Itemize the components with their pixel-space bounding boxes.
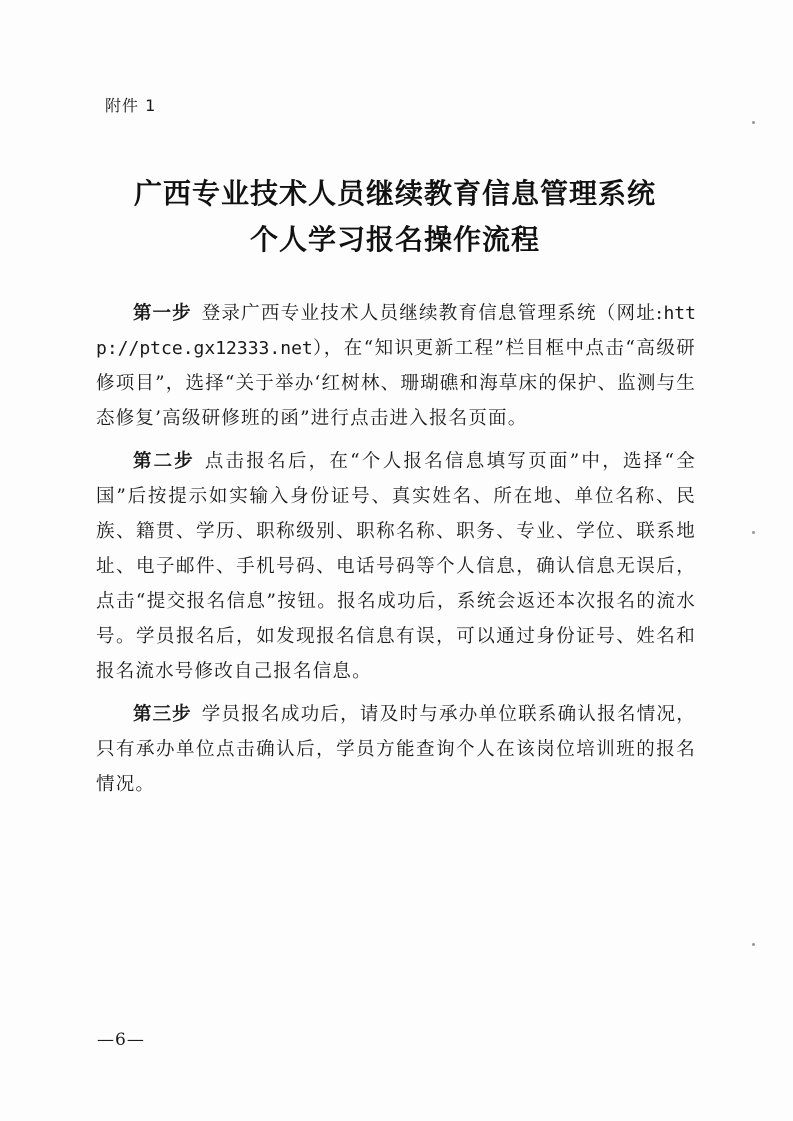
system-url-link[interactable]: http://ptce.gx12333.net <box>96 303 696 359</box>
document-title-line-1: 广西专业技术人员继续教育信息管理系统 <box>133 177 656 210</box>
scan-speck <box>752 943 755 946</box>
step-3-paragraph <box>96 697 696 802</box>
document-title-line-2: 个人学习报名操作流程 <box>249 223 540 256</box>
step-2-text: 点击报名后，在“个人报名信息填写页面”中，选择“全国”后按提示如实输入身份证号、真实姓名、所在地、单位名称、民族、籍贯、学历、职称级别、职称名称、职务、专业、学位、联系地址、电子邮件、手机号码、电话号码等个人信息，确认信息无误后，点击“提交报名信息”按钮。报名成功后，系统会返还本次报名的流水号。学员报名后，如发现报名信息有误，可以通过身份证号、姓名和报名流水号修改自己报名信息。 <box>96 451 696 682</box>
page-number: —6— <box>97 1030 145 1050</box>
document-body <box>96 296 696 810</box>
scan-speck <box>752 531 755 534</box>
scan-speck <box>752 121 755 124</box>
step-1-text-after-url: ），在“知识更新工程”栏目框中点击“高级研修项目”，选择“关于举办‘红树林、珊瑚礁和海草床的保护、监测与生态修复’高级研修班的函”进行点击进入报名页面。 <box>96 338 696 429</box>
step-3-text: 学员报名成功后，请及时与承办单位联系确认报名情况，只有承办单位点击确认后，学员方能查询个人在该岗位培训班的报名情况。 <box>96 704 696 795</box>
attachment-label: 附件 1 <box>105 96 157 115</box>
step-2-label: 第二步 <box>133 451 195 472</box>
step-1-paragraph <box>96 296 696 436</box>
step-2-paragraph <box>96 444 696 689</box>
step-1-text-before-url: 登录广西专业技术人员继续教育信息管理系统（网址: <box>201 303 664 324</box>
step-3-label: 第三步 <box>133 704 192 725</box>
step-1-label: 第一步 <box>133 303 192 324</box>
